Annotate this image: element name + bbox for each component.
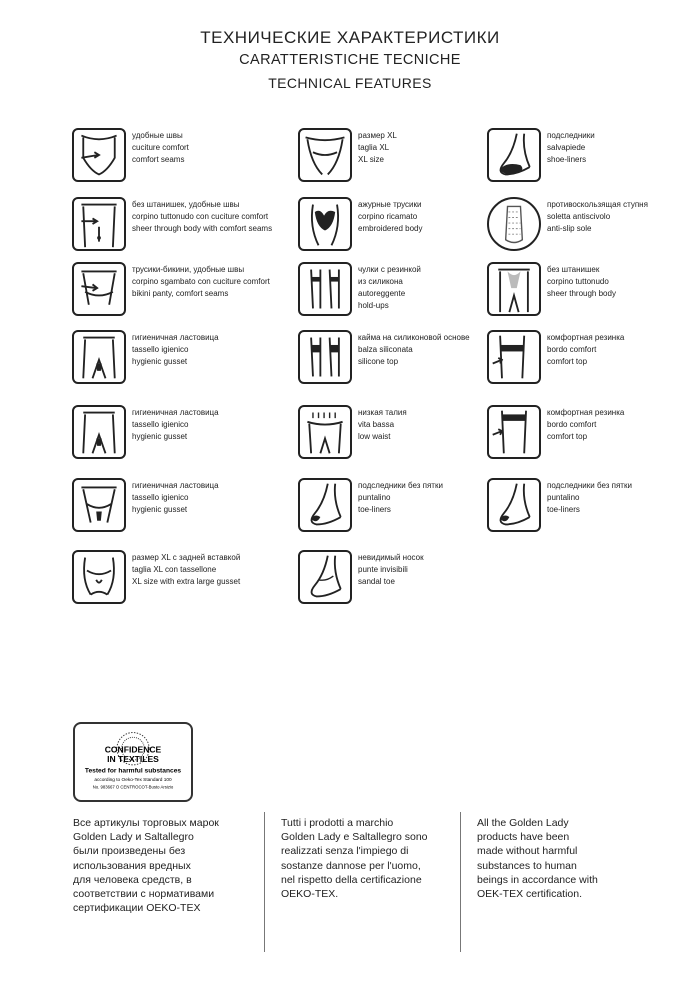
feature-label: soletta antiscivolo [547, 212, 611, 221]
feature-label: размер XL с задней вставкой [132, 553, 241, 562]
feature-label: hygienic gusset [132, 432, 188, 441]
footer-line: realizzati senza l'impiego di [281, 845, 409, 858]
cert-line-3: Tested for harmful substances [84, 767, 182, 775]
cert-line-2: IN TEXTILES [107, 754, 159, 764]
shoe-liners-icon [487, 128, 541, 182]
feature-label: bordo comfort [547, 420, 597, 429]
footer-line: использования вредных [73, 859, 191, 872]
feature-label: без штанишек [547, 265, 600, 274]
footer-line: substances to human [477, 859, 577, 872]
feature-label: comfort top [547, 432, 588, 441]
feature-label: autoreggente [358, 289, 406, 298]
feature-label: из силикона [358, 277, 403, 286]
feature-label: ажурные трусики [358, 200, 422, 209]
toe-liners-icon [487, 478, 541, 532]
feature-label: hygienic gusset [132, 357, 188, 366]
footer-line: sostanze dannose per l'uomo, [281, 859, 421, 872]
title-italian: CARATTERISTICHE TECNICHE [239, 52, 461, 68]
xl-size-icon [298, 128, 352, 182]
xl-gusset-icon [72, 550, 126, 604]
sheer-through-body-icon [487, 262, 541, 316]
cert-line-5: No. 983667 O CENTROCOT-Busto Arsizio [92, 784, 174, 790]
feature-label: low waist [358, 432, 391, 441]
feature-label: corpino sgambato con cuciture comfort [132, 277, 270, 286]
title-english: TECHNICAL FEATURES [268, 75, 432, 91]
feature-label: tassello igienico [132, 420, 189, 429]
feature-label: tassello igienico [132, 493, 189, 502]
footer-text-italian [281, 816, 428, 901]
feature-label: bordo comfort [547, 345, 597, 354]
footer-line: для человека средств, в [73, 873, 192, 886]
hygienic-gusset-icon [72, 405, 126, 459]
footer-text-russian [73, 816, 219, 915]
footer-line: сертификации OEKO-TEX [73, 902, 201, 915]
feature-label: sandal toe [358, 577, 395, 586]
low-waist-icon [298, 405, 352, 459]
feature-label: embroidered body [358, 224, 423, 233]
feature-label: гигиеничная ластовица [132, 408, 219, 417]
feature-label: bikini panty, comfort seams [132, 289, 229, 298]
footer-text-english [477, 816, 627, 901]
feature-label: anti-slip sole [547, 224, 592, 233]
hold-ups-icon [298, 262, 352, 316]
feature-label: подследники без пятки [547, 481, 632, 490]
comfort-top-icon [487, 330, 541, 384]
footer-line: Tutti i prodotti a marchio [281, 817, 394, 829]
feature-label: противоскользящая ступня [547, 200, 648, 209]
feature-label: трусики-бикини, удобные швы [132, 265, 245, 274]
footer-line: соответствии с нормативами [73, 887, 215, 900]
footer-line: Все артикулы торговых марок [73, 817, 219, 829]
feature-label: corpino ricamato [358, 212, 418, 221]
footer-line: OEKO-TEX. [281, 887, 339, 900]
feature-label: размер XL [358, 131, 397, 140]
oeko-tex-certificate [73, 722, 193, 802]
column-divider [460, 812, 461, 952]
footer-line: beings in accordance with [477, 873, 598, 886]
embroidered-body-icon [298, 197, 352, 251]
feature-label: hold-ups [358, 301, 389, 310]
feature-label: toe-liners [358, 505, 391, 514]
feature-label: невидимый носок [358, 553, 424, 562]
feature-label: silicone top [358, 357, 399, 366]
feature-label: comfort top [547, 357, 588, 366]
feature-label: corpino tuttonudo [547, 277, 609, 286]
feature-label: corpino tuttonudo con cuciture comfort [132, 212, 269, 221]
feature-label: hygienic gusset [132, 505, 188, 514]
hygienic-gusset-icon [72, 330, 126, 384]
footer-line: All the Golden Lady [477, 817, 569, 829]
footer-line: products have been [477, 831, 570, 844]
feature-label: taglia XL [358, 143, 390, 152]
feature-label: чулки с резинкой [358, 265, 421, 274]
feature-label: toe-liners [547, 505, 580, 514]
feature-label: XL size with extra large gusset [132, 577, 241, 586]
feature-label: гигиеничная ластовица [132, 481, 219, 490]
comfort-top-icon [487, 405, 541, 459]
footer-line: Golden Lady e Saltallegro sono [281, 831, 428, 844]
feature-label: низкая талия [358, 408, 407, 417]
feature-label: taglia XL con tassellone [132, 565, 217, 574]
feature-label: комфортная резинка [547, 408, 625, 417]
hygienic-gusset-icon [72, 478, 126, 532]
feature-label: гигиеничная ластовица [132, 333, 219, 342]
cert-line-1: CONFIDENCE [104, 744, 162, 755]
title-russian: ТЕХНИЧЕСКИЕ ХАРАКТЕРИСТИКИ [200, 28, 500, 47]
cert-line-4: according to Oeko-Tex Standard 100 [94, 778, 172, 783]
feature-label: balza siliconata [358, 345, 413, 354]
feature-label: sheer through body with comfort seams [132, 224, 273, 233]
feature-label: XL size [358, 155, 384, 164]
sheer-body-comfort-seams-icon [72, 197, 126, 251]
feature-label: sheer through body [547, 289, 616, 298]
feature-label: кайма на силиконовой основе [358, 333, 470, 342]
feature-label: tassello igienico [132, 345, 189, 354]
feature-label: подследники [547, 131, 595, 140]
feature-label: comfort seams [132, 155, 185, 164]
footer-line: Golden Lady и Saltallegro [73, 831, 194, 844]
feature-label: cuciture comfort [132, 143, 189, 152]
feature-label: удобные швы [132, 131, 183, 140]
comfort-seams-icon [72, 128, 126, 182]
silicone-top-icon [298, 330, 352, 384]
feature-label: puntalino [547, 493, 580, 502]
feature-label: без штанишек, удобные швы [132, 200, 240, 209]
footer-line: nel rispetto della certificazione [281, 873, 422, 886]
column-divider [264, 812, 265, 952]
anti-slip-sole-icon [487, 197, 541, 251]
feature-label: salvapiede [547, 143, 586, 152]
feature-label: shoe-liners [547, 155, 587, 164]
feature-label: punte invisibili [358, 565, 408, 574]
feature-label: puntalino [358, 493, 391, 502]
toe-liners-icon [298, 478, 352, 532]
footer-line: made without harmful [477, 845, 578, 858]
feature-label: vita bassa [358, 420, 395, 429]
footer-line: были произведены без [73, 845, 186, 858]
footer-line: OEK-TEX certification. [477, 887, 583, 900]
bikini-panty-icon [72, 262, 126, 316]
feature-label: комфортная резинка [547, 333, 625, 342]
feature-label: подследники без пятки [358, 481, 443, 490]
sandal-toe-icon [298, 550, 352, 604]
